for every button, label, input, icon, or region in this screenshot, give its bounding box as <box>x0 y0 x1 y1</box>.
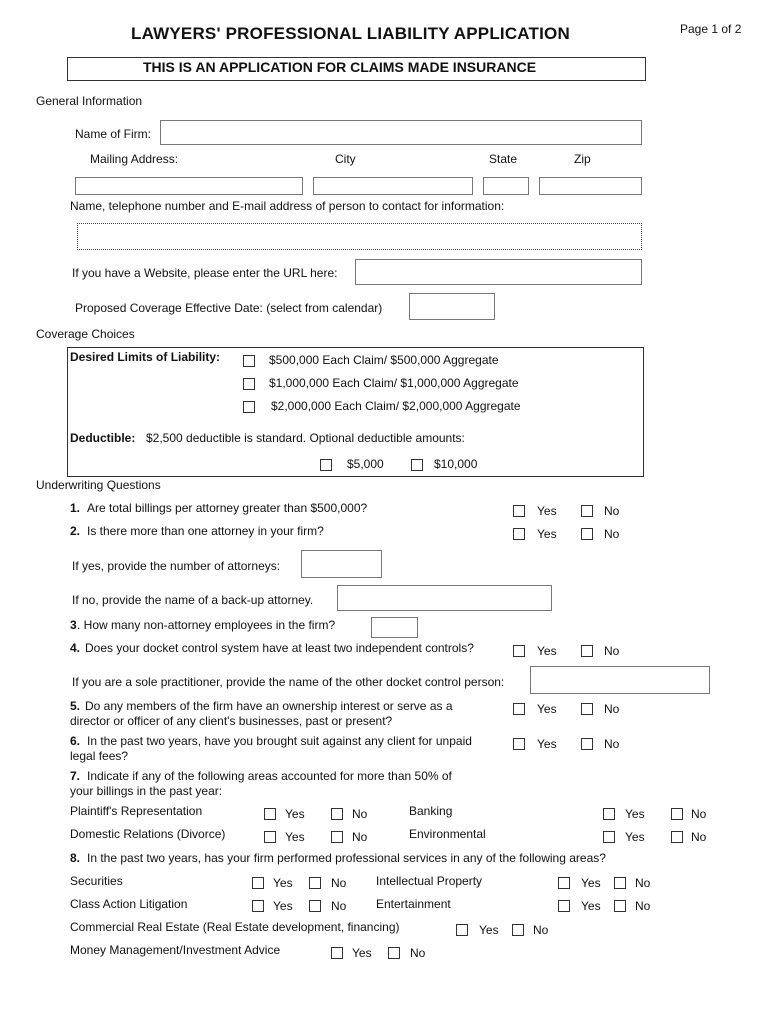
q4-no-checkbox[interactable] <box>581 645 593 657</box>
q7-plaintiff-no-label: No <box>352 807 368 821</box>
q5-no-checkbox[interactable] <box>581 703 593 715</box>
q8-securities-no-checkbox[interactable] <box>309 877 321 889</box>
q7-area-environmental: Environmental <box>409 827 486 841</box>
q8-money-mgmt-no-label: No <box>410 946 426 960</box>
q8-money-mgmt-yes-label: Yes <box>352 946 372 960</box>
q2-number: 2. <box>70 524 81 538</box>
docket-control-person-input[interactable] <box>530 666 710 694</box>
q8-class-action-no-label: No <box>331 899 347 913</box>
q8-entertainment-no-checkbox[interactable] <box>614 900 626 912</box>
q4-yes-checkbox[interactable] <box>513 645 525 657</box>
q5-text-line2: director or officer of any client's businesses, past or present? <box>70 714 393 728</box>
q7-plaintiff-yes-checkbox[interactable] <box>264 808 276 820</box>
q6-text-line1: In the past two years, have you brought suit against any client for unpaid <box>87 734 472 748</box>
q7-area-banking: Banking <box>409 804 453 818</box>
q8-ip-no-checkbox[interactable] <box>614 877 626 889</box>
q8-ip-no-label: No <box>635 876 651 890</box>
section-general-information: General Information <box>36 94 143 108</box>
state-label: State <box>489 152 518 166</box>
q3-text: . How many non-attorney employees in the firm? <box>77 618 336 632</box>
page-number: Page 1 of 2 <box>680 22 742 36</box>
q1-yes-checkbox[interactable] <box>513 505 525 517</box>
deductible-10000-checkbox[interactable] <box>411 459 423 471</box>
limit-500k-label: $500,000 Each Claim/ $500,000 Aggregate <box>269 353 499 367</box>
deductible-5000-label: $5,000 <box>347 457 384 471</box>
q7-banking-yes-label: Yes <box>625 807 645 821</box>
zip-label: Zip <box>574 152 591 166</box>
q8-entertainment-yes-checkbox[interactable] <box>558 900 570 912</box>
effective-date-input[interactable] <box>409 293 495 320</box>
q7-domestic-yes-label: Yes <box>285 830 305 844</box>
q8-area-money-management: Money Management/Investment Advice <box>70 943 281 957</box>
q4-no-label: No <box>604 644 620 658</box>
q8-real-estate-yes-label: Yes <box>479 923 499 937</box>
page-title: LAWYERS' PROFESSIONAL LIABILITY APPLICATION <box>131 24 570 43</box>
q7-banking-no-checkbox[interactable] <box>671 808 683 820</box>
q1-number: 1. <box>70 501 81 515</box>
q7-plaintiff-yes-label: Yes <box>285 807 305 821</box>
q2-yes-followup-label: If yes, provide the number of attorneys: <box>72 559 281 573</box>
limit-1m-label: $1,000,000 Each Claim/ $1,000,000 Aggregate <box>269 376 519 390</box>
section-coverage-choices: Coverage Choices <box>36 327 135 341</box>
q7-text-line2: your billings in the past year: <box>70 784 223 798</box>
limit-2m-checkbox[interactable] <box>243 401 255 413</box>
contact-label: Name, telephone number and E-mail address of person to contact for information: <box>70 199 505 213</box>
q5-number: 5. <box>70 699 81 713</box>
q8-securities-no-label: No <box>331 876 347 890</box>
q8-text: In the past two years, has your firm performed professional services in any of the following areas? <box>87 851 606 865</box>
mailing-address-label: Mailing Address: <box>90 152 179 166</box>
q2-no-checkbox[interactable] <box>581 528 593 540</box>
q8-entertainment-no-label: No <box>635 899 651 913</box>
q8-securities-yes-label: Yes <box>273 876 293 890</box>
q5-yes-label: Yes <box>537 702 557 716</box>
q7-environmental-no-checkbox[interactable] <box>671 831 683 843</box>
deductible-label: Deductible: <box>70 431 136 445</box>
deductible-5000-checkbox[interactable] <box>320 459 332 471</box>
q8-area-class-action: Class Action Litigation <box>70 897 188 911</box>
q1-yes-label: Yes <box>537 504 557 518</box>
q7-domestic-no-label: No <box>352 830 368 844</box>
q8-area-securities: Securities <box>70 874 123 888</box>
deductible-10000-label: $10,000 <box>434 457 478 471</box>
q2-no-followup-label: If no, provide the name of a back-up attorney. <box>72 593 314 607</box>
q5-yes-checkbox[interactable] <box>513 703 525 715</box>
q8-real-estate-no-checkbox[interactable] <box>512 924 524 936</box>
website-label: If you have a Website, please enter the URL here: <box>72 266 338 280</box>
q7-number: 7. <box>70 769 81 783</box>
q7-environmental-yes-label: Yes <box>625 830 645 844</box>
q8-ip-yes-checkbox[interactable] <box>558 877 570 889</box>
zip-input[interactable] <box>539 177 642 195</box>
q6-yes-label: Yes <box>537 737 557 751</box>
q2-text: Is there more than one attorney in your firm? <box>87 524 324 538</box>
q8-money-mgmt-yes-checkbox[interactable] <box>331 947 343 959</box>
limit-1m-checkbox[interactable] <box>243 378 255 390</box>
q7-area-domestic: Domestic Relations (Divorce) <box>70 827 226 841</box>
website-input[interactable] <box>355 259 642 285</box>
q7-banking-yes-checkbox[interactable] <box>603 808 615 820</box>
firm-name-label: Name of Firm: <box>75 127 152 141</box>
q6-no-checkbox[interactable] <box>581 738 593 750</box>
q3-number: 3 <box>70 618 77 632</box>
limit-500k-checkbox[interactable] <box>243 355 255 367</box>
limit-2m-label: $2,000,000 Each Claim/ $2,000,000 Aggregate <box>271 399 521 413</box>
mailing-address-input[interactable] <box>75 177 303 195</box>
q2-yes-checkbox[interactable] <box>513 528 525 540</box>
q1-text: Are total billings per attorney greater than $500,000? <box>87 501 368 515</box>
q8-securities-yes-checkbox[interactable] <box>252 877 264 889</box>
effective-date-label: Proposed Coverage Effective Date: (select from calendar) <box>75 301 383 315</box>
q6-no-label: No <box>604 737 620 751</box>
q8-number: 8. <box>70 851 81 865</box>
q8-real-estate-no-label: No <box>533 923 549 937</box>
limits-label: Desired Limits of Liability: <box>70 350 221 364</box>
q6-number: 6. <box>70 734 81 748</box>
q8-area-commercial-real-estate: Commercial Real Estate (Real Estate development, financing) <box>70 920 400 934</box>
q4-text: Does your docket control system have at least two independent controls? <box>85 641 474 655</box>
number-of-attorneys-input[interactable] <box>301 550 382 578</box>
q4-yes-label: Yes <box>537 644 557 658</box>
state-input[interactable] <box>483 177 529 195</box>
q7-environmental-no-label: No <box>691 830 707 844</box>
q4-number: 4. <box>70 641 81 655</box>
q1-no-checkbox[interactable] <box>581 505 593 517</box>
contact-input[interactable] <box>77 223 642 250</box>
q7-domestic-no-checkbox[interactable] <box>331 831 343 843</box>
q8-class-action-yes-checkbox[interactable] <box>252 900 264 912</box>
q6-yes-checkbox[interactable] <box>513 738 525 750</box>
q8-money-mgmt-no-checkbox[interactable] <box>388 947 400 959</box>
q8-class-action-no-checkbox[interactable] <box>309 900 321 912</box>
q8-real-estate-yes-checkbox[interactable] <box>456 924 468 936</box>
backup-attorney-input[interactable] <box>337 585 552 611</box>
q1-no-label: No <box>604 504 620 518</box>
section-underwriting: Underwriting Questions <box>36 478 161 492</box>
q5-no-label: No <box>604 702 620 716</box>
q7-area-plaintiff: Plaintiff's Representation <box>70 804 203 818</box>
q7-domestic-yes-checkbox[interactable] <box>264 831 276 843</box>
q6-text-line2: legal fees? <box>70 749 129 763</box>
q4-followup-label: If you are a sole practitioner, provide the name of the other docket control person: <box>72 675 505 689</box>
q8-entertainment-yes-label: Yes <box>581 899 601 913</box>
q2-no-label: No <box>604 527 620 541</box>
q7-text-line1: Indicate if any of the following areas accounted for more than 50% of <box>87 769 452 783</box>
q5-text-line1: Do any members of the firm have an ownership interest or serve as a <box>85 699 453 713</box>
firm-name-input[interactable] <box>160 120 642 145</box>
city-label: City <box>335 152 356 166</box>
city-input[interactable] <box>313 177 473 195</box>
q7-banking-no-label: No <box>691 807 707 821</box>
non-attorney-employees-input[interactable] <box>371 617 418 638</box>
q8-area-intellectual-property: Intellectual Property <box>376 874 483 888</box>
q7-environmental-yes-checkbox[interactable] <box>603 831 615 843</box>
q8-area-entertainment: Entertainment <box>376 897 451 911</box>
q7-plaintiff-no-checkbox[interactable] <box>331 808 343 820</box>
q8-ip-yes-label: Yes <box>581 876 601 890</box>
banner-text: THIS IS AN APPLICATION FOR CLAIMS MADE INSURANCE <box>143 59 537 75</box>
q8-class-action-yes-label: Yes <box>273 899 293 913</box>
q2-yes-label: Yes <box>537 527 557 541</box>
deductible-text: $2,500 deductible is standard. Optional deductible amounts: <box>146 431 465 445</box>
